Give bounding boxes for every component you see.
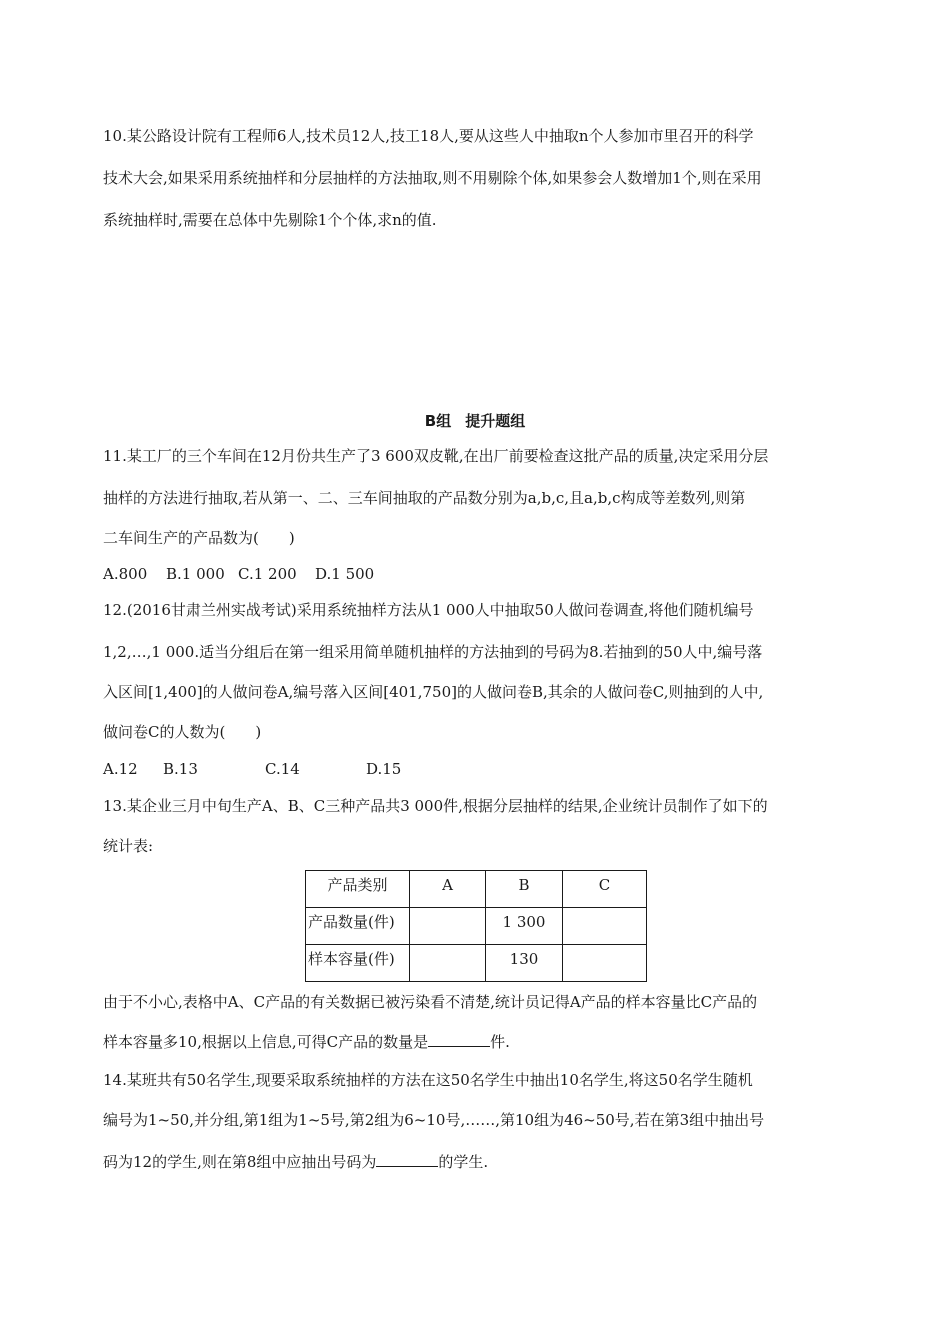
table-header-cell: C — [563, 871, 647, 908]
table-row — [306, 908, 647, 945]
q12-option-d: D.15 — [366, 760, 402, 778]
table-header-cell: 产品类别 — [306, 871, 410, 908]
q11-option-b: B.1 000 — [166, 565, 225, 583]
q10-line-1: 10.某公路设计院有工程师6人,技术员12人,技工18人,要从这些人中抽取n个人参加市里召开的科学 — [103, 127, 754, 145]
section-title-text: 提升题组 — [465, 412, 526, 430]
table-header-row — [306, 871, 647, 908]
table-header-cell: A — [410, 871, 486, 908]
q11-line-3: 二车间生产的产品数为( ) — [103, 529, 295, 547]
q14-last-line — [103, 1152, 488, 1172]
q12-line-2: 1,2,…,1 000.适当分组后在第一组采用简单随机抽样的方法抽到的号码为8.若抽到的50人中,编号落 — [103, 643, 763, 661]
table-row-label: 产品数量(件) — [306, 908, 410, 945]
q13-last-line — [103, 1032, 510, 1052]
table-cell — [410, 908, 486, 945]
q12-option-a: A.12 — [103, 760, 138, 778]
q13-line-2: 统计表: — [103, 837, 154, 855]
table-row-label: 样本容量(件) — [306, 945, 410, 982]
table-cell — [563, 908, 647, 945]
q14-line-1: 14.某班共有50名学生,现要采取系统抽样的方法在这50名学生中抽出10名学生,将这50名学生随机 — [103, 1071, 753, 1089]
section-heading — [0, 410, 950, 431]
q13-last-text: 样本容量多10,根据以上信息,可得C产品的数量是 — [103, 1033, 429, 1051]
q14-last-text: 码为12的学生,则在第8组中应抽出号码为 — [103, 1153, 377, 1171]
q12-line-1: 12.(2016甘肃兰州实战考试)采用系统抽样方法从1 000人中抽取50人做问卷调查,将他们随机编号 — [103, 601, 754, 619]
q10-line-2: 技术大会,如果采用系统抽样和分层抽样的方法抽取,则不用剔除个体,如果参会人数增加1个,则在采用 — [103, 169, 762, 187]
q14-answer-blank — [376, 1152, 438, 1167]
q11-options — [103, 564, 374, 584]
table-cell — [410, 945, 486, 982]
section-group: B组 — [424, 412, 452, 430]
q12-option-b: B.13 — [163, 760, 198, 778]
q12-options — [103, 759, 401, 779]
q14-line-2: 编号为1~50,并分组,第1组为1~5号,第2组为6~10号,……,第10组为46~50号,若在第3组中抽出号 — [103, 1111, 765, 1129]
q10-line-3: 系统抽样时,需要在总体中先剔除1个个体,求n的值. — [103, 211, 437, 229]
q13-line-1: 13.某企业三月中旬生产A、B、C三种产品共3 000件,根据分层抽样的结果,企业统计员制作了如下的 — [103, 797, 768, 815]
q11-option-a: A.800 — [103, 565, 148, 583]
q12-line-4: 做问卷C的人数为( ) — [103, 723, 262, 741]
table-row — [306, 945, 647, 982]
q13-answer-blank — [428, 1032, 490, 1047]
q13-after-line-1: 由于不小心,表格中A、C产品的有关数据已被污染看不清楚,统计员记得A产品的样本容量比C产品的 — [103, 993, 758, 1011]
q13-last-suffix: 件. — [490, 1033, 510, 1051]
table-cell: 130 — [486, 945, 563, 982]
q11-line-1: 11.某工厂的三个车间在12月份共生产了3 600双皮靴,在出厂前要检查这批产品的质量,决定采用分层 — [103, 447, 769, 465]
q11-option-c: C.1 200 — [238, 565, 297, 583]
q12-line-3: 入区间[1,400]的人做问卷A,编号落入区间[401,750]的人做问卷B,其余的人做问卷C,则抽到的人中, — [103, 683, 764, 701]
table-header-cell: B — [486, 871, 563, 908]
table-cell — [563, 945, 647, 982]
table-cell: 1 300 — [486, 908, 563, 945]
q11-line-2: 抽样的方法进行抽取,若从第一、二、三车间抽取的产品数分别为a,b,c,且a,b,c构成等差数列,则第 — [103, 489, 746, 507]
q14-last-suffix: 的学生. — [438, 1153, 489, 1171]
q12-option-c: C.14 — [265, 760, 300, 778]
q11-option-d: D.1 500 — [315, 565, 375, 583]
statistics-table — [305, 870, 647, 982]
